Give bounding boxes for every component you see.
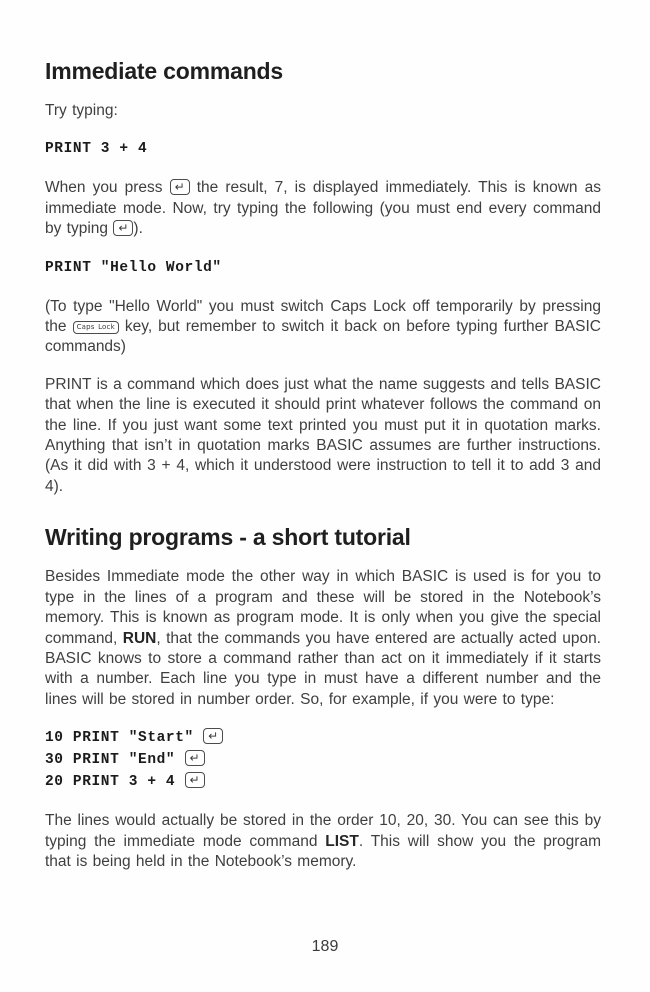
text-run: (To type "Hello World" you must switch Caps Lock off temporarily by pressing the — [45, 297, 601, 336]
bold-keyword: RUN — [122, 629, 157, 647]
bold-keyword: LIST — [325, 832, 359, 850]
return-key-icon: ↵ — [185, 772, 205, 788]
text-run: PRINT "Hello World" — [45, 259, 222, 276]
code-line — [45, 138, 601, 160]
body-paragraph — [45, 178, 601, 239]
code-line — [45, 257, 601, 279]
text-run: When you press — [45, 179, 170, 197]
text-run: 30 PRINT "End" — [45, 752, 185, 769]
code-block — [45, 727, 601, 793]
section-heading: Writing programs - a short tutorial — [45, 524, 411, 551]
body-paragraph — [45, 811, 601, 872]
body-paragraph — [45, 101, 601, 121]
code-line — [45, 727, 601, 749]
text-run: . This will show you the program that is being held in the Notebook’s memory. — [45, 832, 601, 870]
text-run: Try typing: — [45, 102, 118, 119]
section-heading: Immediate commands — [45, 58, 283, 84]
return-key-icon: ↵ — [203, 728, 223, 744]
text-run: The lines would actually be stored in the order 10, 20, 30. You can see this by typing the immediate mode command — [45, 812, 601, 850]
text-run: , that the commands you have entered are actually acted upon. BASIC knows to store a command rather than act on it immediately if it starts with a number. Each line you type in must have a different number and the lines will be stored in number order. So, for example, if you were to type: — [45, 629, 601, 708]
body-paragraph — [45, 567, 601, 710]
text-run: key, but remember to switch it back on before typing further BASIC commands) — [45, 318, 601, 356]
text-run: the result, 7, is displayed immediately. This is known as immediate mode. Now, try typing the following (you must end every command by typing — [45, 179, 601, 238]
body-paragraph — [45, 297, 601, 358]
caps-lock-key-icon: Caps Lock — [73, 321, 119, 334]
return-key-icon: ↵ — [113, 220, 133, 236]
return-key-icon: ↵ — [170, 179, 190, 195]
text-run: 10 PRINT "Start" — [45, 730, 204, 747]
text-run: PRINT is a command which does just what the name suggests and tells BASIC that when the line is executed it should print whatever follows the command on the line. If you just want some text printed you must put it in quotation marks. Anything that isn’t in quotation marks BASIC assumes are further instructions. (As it did with 3 + 4, which it understood were instruction to tell it to add 3 and 4). — [45, 375, 601, 495]
code-block — [45, 138, 601, 160]
body-paragraph — [45, 375, 601, 497]
text-run: PRINT 3 + 4 — [45, 141, 148, 158]
code-line — [45, 749, 601, 771]
text-run: ). — [133, 220, 143, 238]
page-content — [45, 58, 601, 889]
page-number: 189 — [311, 938, 339, 955]
code-line — [45, 771, 601, 793]
text-run: Besides Immediate mode the other way in which BASIC is used is for you to type in the lines of a program and these will be stored in the Notebook’s memory. This is known as program mode. It is only when you give the special command, — [45, 568, 601, 647]
code-block — [45, 257, 601, 279]
return-key-icon: ↵ — [185, 750, 205, 766]
text-run: 20 PRINT 3 + 4 — [45, 774, 185, 791]
